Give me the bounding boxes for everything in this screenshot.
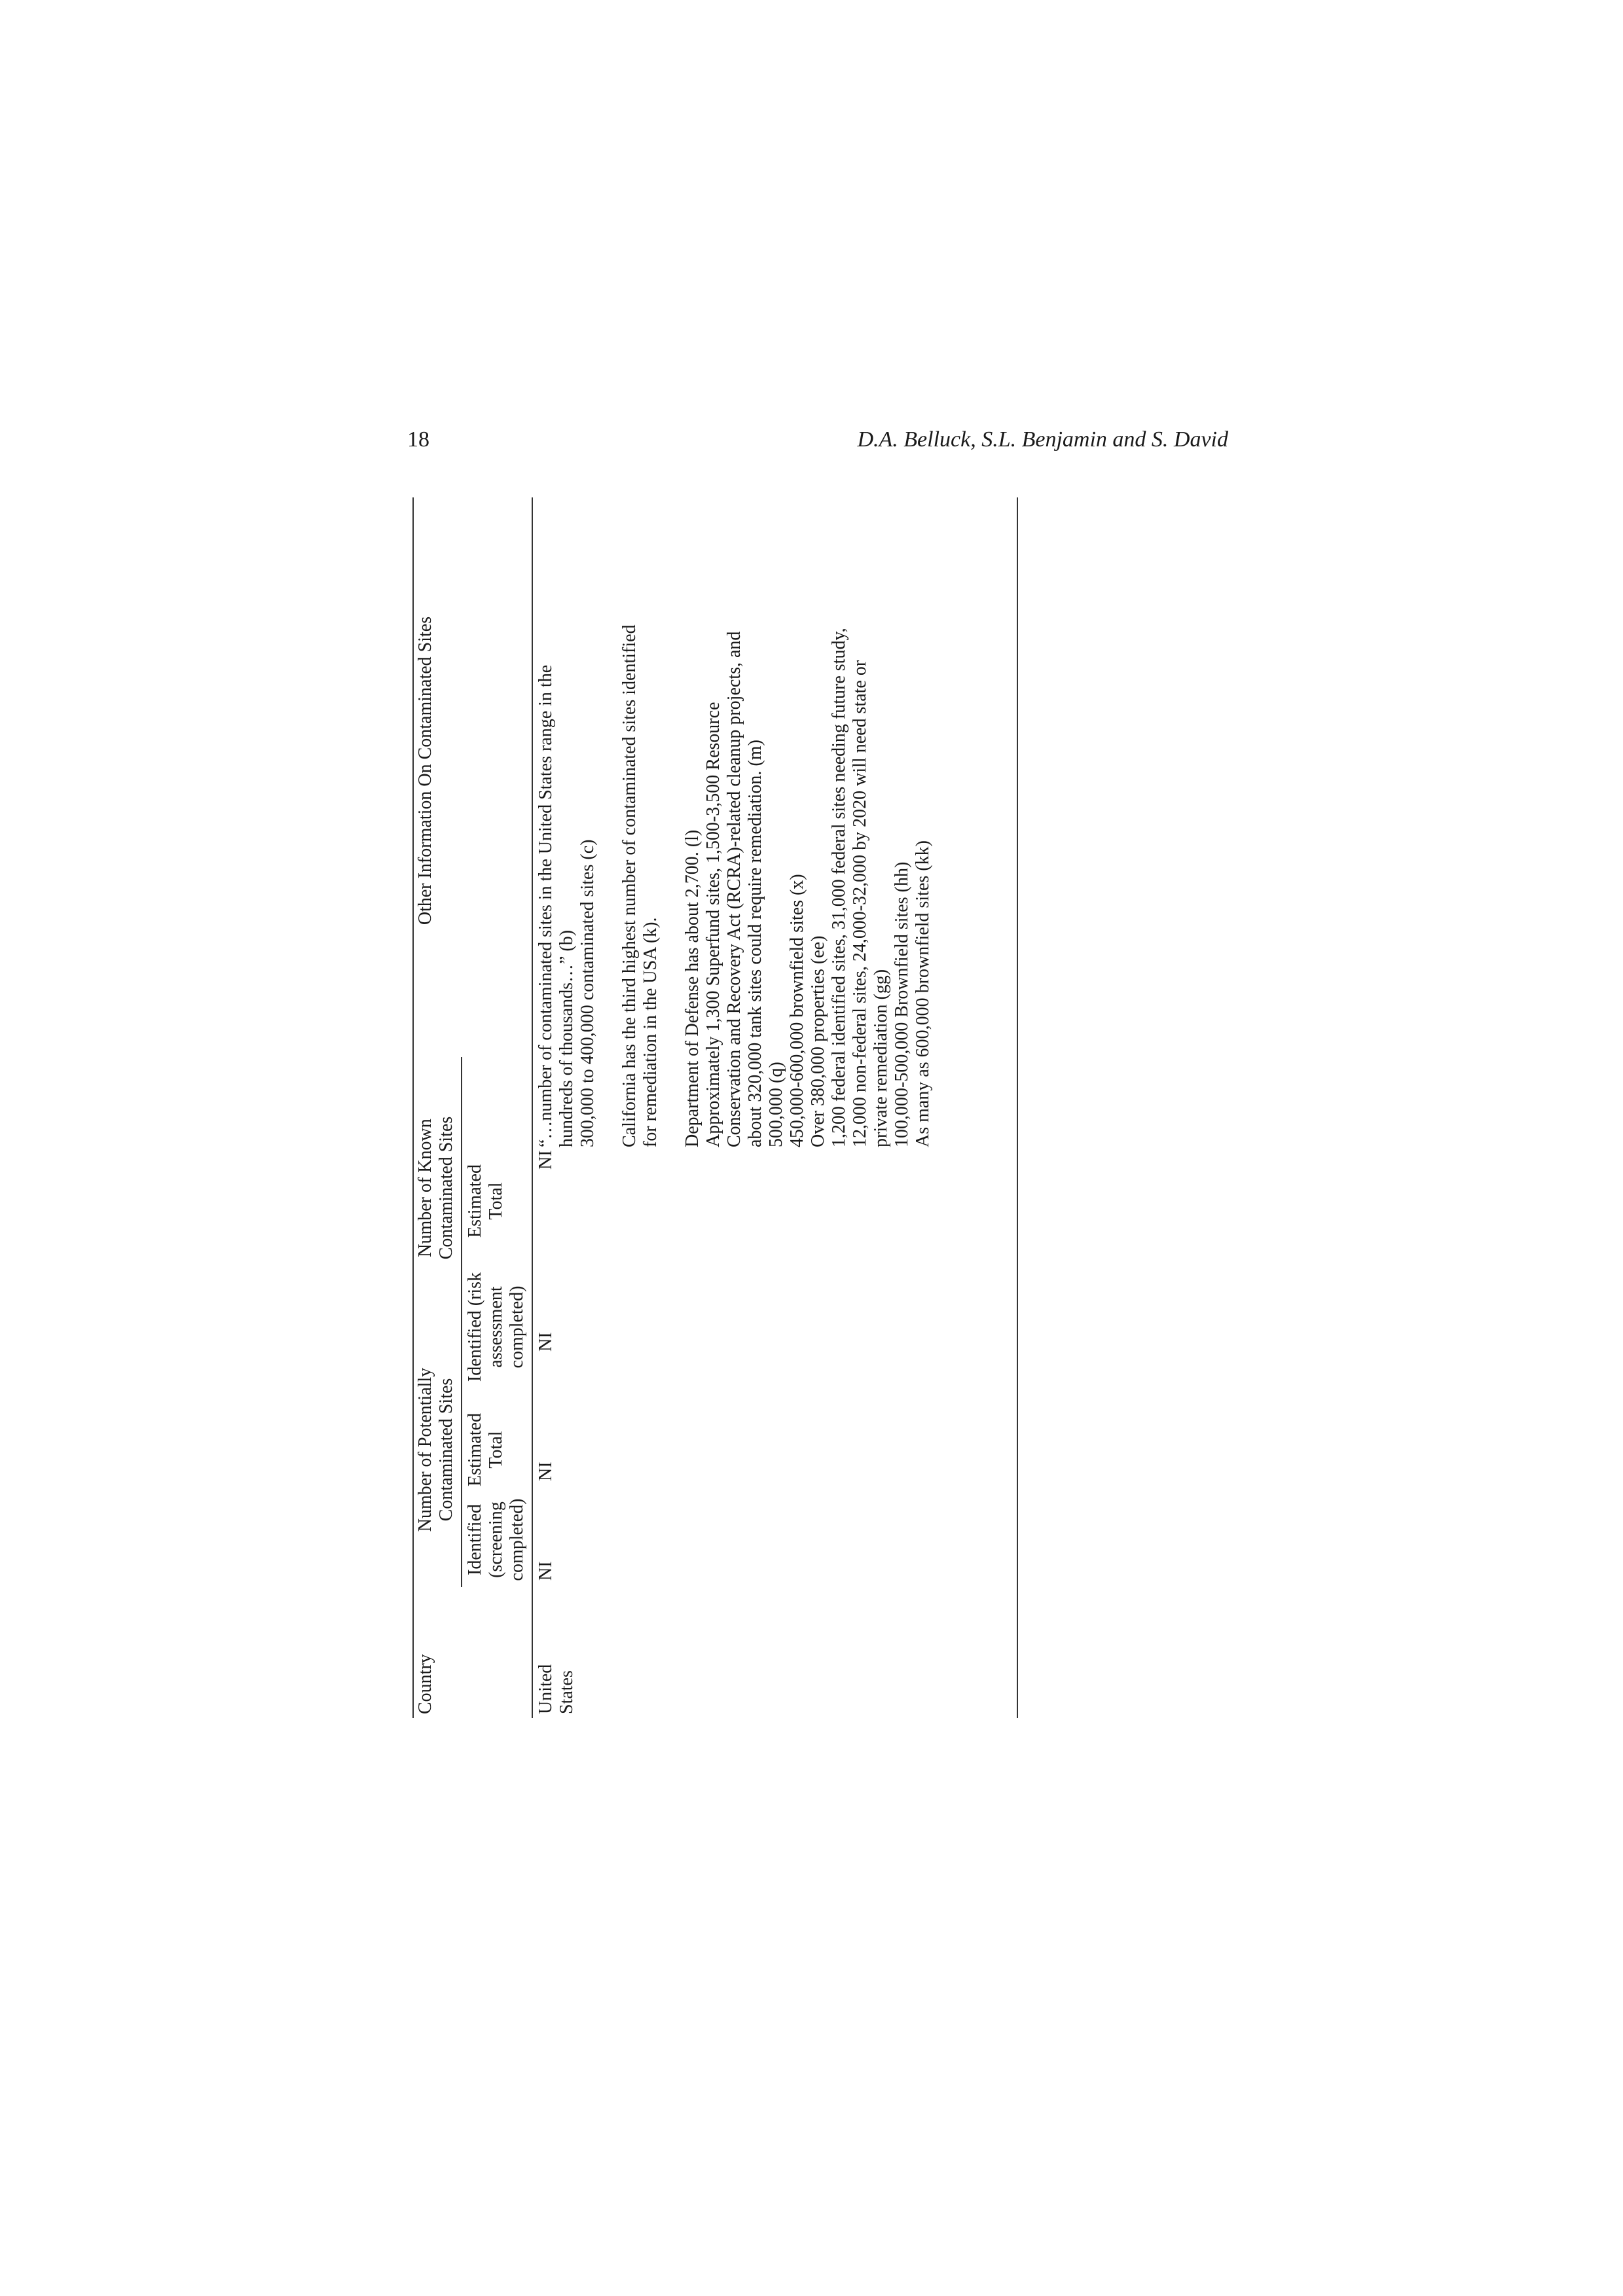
subheader-known-estimated: Estimated Total	[465, 1164, 506, 1238]
other-info-line: Approximately 1,300 Superfund sites, 1,500-3,500 Resource	[703, 702, 723, 1147]
other-info-line: 100,000-500,000 Brownfield sites (hh)	[892, 861, 912, 1147]
other-info-line: 450,000-600,000 brownfield sites (x)	[787, 874, 807, 1147]
other-info-line: Over 380,000 properties (ee)	[808, 935, 828, 1147]
header-group-rule	[461, 1057, 462, 1587]
subheader-potential-identified: Identified (screening completed)	[465, 1498, 527, 1581]
row-potential-identified: NI	[536, 1561, 556, 1581]
page-number: 18	[407, 427, 429, 452]
other-info-line: 300,000 to 400,000 contaminated sites (c)	[577, 839, 598, 1147]
row-other-info	[536, 499, 934, 1147]
other-info-line: 12,000 non-federal sites, 24,000-32,000 by 2020 will need state or	[850, 660, 870, 1147]
other-info-line: As many as 600,000 brownfield sites (kk)	[913, 840, 933, 1147]
table-top-rule	[412, 497, 414, 1718]
header-bottom-rule	[532, 497, 533, 1718]
other-info-line: Conservation and Recovery Act (RCRA)-related cleanup projects, and	[724, 631, 744, 1147]
header-other-info: Other Information On Contaminated Sites	[415, 616, 435, 925]
header-potential-group: Number of Potentially Contaminated Sites	[415, 1367, 456, 1532]
other-info-line: private remediation (gg)	[871, 969, 891, 1147]
other-info-line: 500,000 (q)	[766, 1062, 786, 1147]
table-bottom-rule	[1017, 497, 1018, 1718]
row-country: United States	[536, 1664, 577, 1714]
other-info-line	[661, 499, 682, 1147]
running-head: D.A. Belluck, S.L. Benjamin and S. David	[857, 427, 1228, 452]
row-known-identified: NI	[536, 1332, 556, 1352]
other-info-line: for remediation in the USA (k).	[640, 917, 661, 1147]
other-info-line: 1,200 federal identified sites, 31,000 federal sites needing future study,	[829, 628, 849, 1147]
contaminated-sites-table	[412, 497, 1018, 1718]
other-info-line: about 320,000 tank sites could require remediation. (m)	[745, 740, 765, 1147]
subheader-potential-estimated: Estimated Total	[465, 1413, 506, 1486]
other-info-line	[598, 499, 619, 1147]
other-info-line: “…number of contaminated sites in the United States range in the	[536, 664, 556, 1147]
subheader-known-identified: Identified (risk assessment completed)	[465, 1272, 527, 1382]
other-info-line: California has the third highest number of contaminated sites identified	[619, 624, 640, 1147]
other-info-line: Department of Defense has about 2,700. (l)	[682, 829, 702, 1147]
row-known-estimated: NI	[536, 1150, 556, 1170]
row-potential-estimated: NI	[536, 1462, 556, 1481]
other-info-line: hundreds of thousands…” (b)	[556, 929, 577, 1147]
header-country: Country	[415, 1654, 435, 1714]
header-known-group: Number of Known Contaminated Sites	[415, 1116, 456, 1260]
